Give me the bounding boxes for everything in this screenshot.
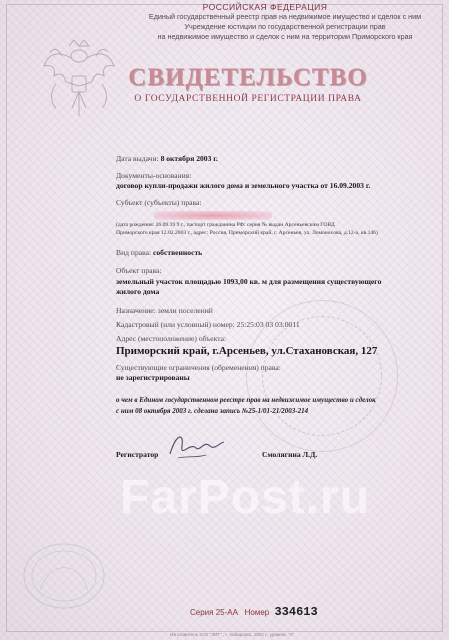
registrar-signature bbox=[166, 428, 226, 464]
cadastral-label: Кадастровый (или условный) номер: bbox=[116, 320, 235, 329]
registry-title: Единый государственный реестр прав на недвижимое имущество и сделок с ним bbox=[148, 12, 422, 21]
subject-details-line2: Приморского края 12.02.2003 г., адрес: Россия, Приморский край, г. Арсеньев, ул. Ломоносова, д.12-а, кв.146) bbox=[116, 230, 378, 236]
registry-note-line2: с ним 08 октября 2003 г. сделана запись №25-1/01-21/2003-214 bbox=[116, 407, 309, 415]
registrar-label: Регистратор bbox=[116, 450, 159, 459]
seal-inner-ring bbox=[262, 316, 382, 436]
issue-date-value: 8 октября 2003 г. bbox=[160, 154, 218, 163]
purpose-value: земли поселений bbox=[157, 306, 213, 315]
right-type-value: собственность bbox=[153, 248, 203, 257]
issue-date-row bbox=[116, 154, 218, 163]
object-label: Объект права: bbox=[116, 266, 162, 275]
serial-block bbox=[190, 605, 318, 619]
restrictions-value: не зарегистрированы bbox=[116, 373, 190, 382]
series-value: 25-АА bbox=[215, 608, 238, 617]
documents-value: договор купли-продажи жилого дома и земельного участка от 16.09.2003 г. bbox=[116, 181, 371, 190]
right-type-label: Вид права: bbox=[116, 248, 152, 257]
object-value-line1: земельный участок площадью 1093,00 кв. м для размещения существующего bbox=[116, 277, 382, 286]
guilloche-emblem bbox=[20, 540, 108, 612]
restrictions-label: Существующие ограничения (обременения) права: bbox=[116, 363, 281, 372]
object-value-line2: жилого дома bbox=[116, 287, 160, 296]
farpost-watermark: FarPost.ru bbox=[120, 471, 371, 524]
right-type-row bbox=[116, 248, 202, 257]
purpose-label: Назначение: bbox=[116, 306, 156, 315]
issue-date-label: Дата выдачи: bbox=[116, 154, 159, 163]
subject-label-row bbox=[116, 198, 201, 207]
subject-details-line1: (дата рождения: 26.09.19 9 г., паспорт гражданина РФ: серия № выдан Арсеньевским ГОВД bbox=[116, 222, 335, 228]
number-value: 334613 bbox=[274, 605, 318, 619]
registrar-name: Смолягина Л.Д. bbox=[262, 450, 318, 459]
redacted-mark bbox=[154, 211, 272, 220]
institution-line: Учреждение юстиции по государственной регистрации прав bbox=[184, 22, 386, 31]
certificate-title: СВИДЕТЕЛЬСТВО bbox=[128, 64, 368, 91]
subject-redacted-name bbox=[150, 210, 272, 220]
cadastral-value: 25:25:03 03 03:0011 bbox=[236, 320, 300, 329]
country-name: РОССИЙСКАЯ ФЕДЕРАЦИЯ bbox=[202, 2, 328, 12]
subject-label: Субъект (субъекты) права: bbox=[116, 198, 202, 207]
institution-territory-line: на недвижимое имущество и сделок с ним на территории Приморского края bbox=[157, 32, 413, 41]
manufacturer-footer: Изготовитель ЗАО "ЛИТ" , г. Хабаровск, 2003 г., уровень "А" bbox=[170, 632, 295, 637]
purpose-row bbox=[116, 306, 213, 315]
documents-label: Документы-основания: bbox=[116, 171, 192, 180]
double-headed-eagle-emblem bbox=[40, 36, 118, 122]
series-label: Серия bbox=[190, 608, 214, 617]
number-label: Номер bbox=[244, 608, 270, 617]
certificate-subtitle: О ГОСУДАРСТВЕННОЙ РЕГИСТРАЦИИ ПРАВА bbox=[134, 94, 362, 104]
address-label: Адрес (местоположение) объекта: bbox=[116, 334, 227, 343]
address-label-row bbox=[116, 334, 226, 343]
address-value: Приморский край, г.Арсеньев, ул.Стахановская, 127 bbox=[116, 345, 378, 357]
registry-note-line1: о чем в Едином государственном реестре прав на недвижимое имущество и сделок bbox=[116, 396, 376, 404]
